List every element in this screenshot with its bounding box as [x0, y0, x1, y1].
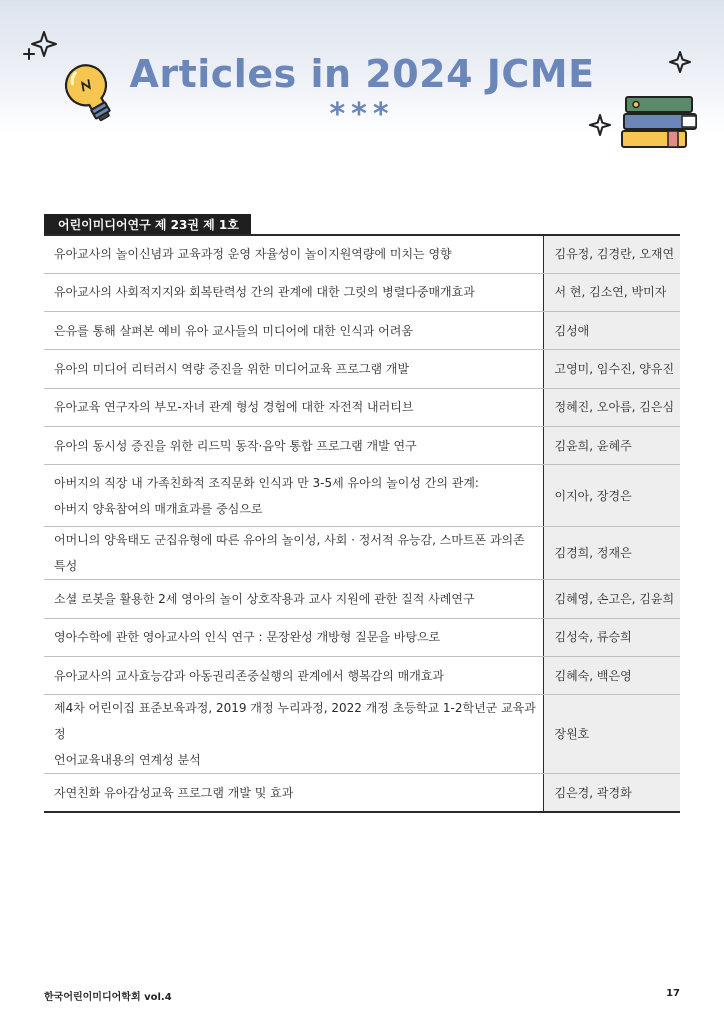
article-title-cell [44, 618, 543, 656]
article-title-line: 유아교육 연구자의 부모-자녀 관계 형성 경험에 대한 자전적 내러티브 [54, 400, 414, 415]
article-authors-cell: 김은경, 곽경화 [543, 774, 680, 812]
article-title-line: 유아의 동시성 증진을 위한 리드믹 동작·음악 통합 프로그램 개발 연구 [54, 438, 417, 453]
page-number: 17 [666, 988, 680, 999]
table-row [44, 235, 680, 273]
article-title-cell [44, 695, 543, 774]
article-title-cell [44, 774, 543, 812]
article-title-line: 유아교사의 교사효능감과 아동권리존중실행의 관계에서 행복감의 매개효과 [54, 668, 445, 683]
article-authors-cell: 고영미, 임수진, 양유진 [543, 350, 680, 388]
table-row [44, 695, 680, 774]
article-title-cell [44, 388, 543, 426]
article-authors-cell: 이지아, 장경은 [543, 465, 680, 527]
footer-publisher: 한국어린이미디어학회 vol.4 [44, 992, 172, 1003]
article-title-line: 유아의 미디어 리터러시 역량 증진을 위한 미디어교육 프로그램 개발 [54, 362, 410, 377]
article-authors-cell: 김혜숙, 백은영 [543, 656, 680, 694]
table-row [44, 580, 680, 618]
issue-label: 어린이미디어연구 제 23권 제 1호 [44, 214, 251, 234]
page-title: Articles in 2024 JCME [129, 52, 595, 96]
table-row [44, 618, 680, 656]
article-authors-cell: 김혜영, 손고은, 김윤희 [543, 580, 680, 618]
article-authors-cell: 김성숙, 류승희 [543, 618, 680, 656]
article-title-line: 영아수학에 관한 영아교사의 인식 연구 : 문장완성 개방형 질문을 바탕으로 [54, 630, 441, 645]
article-title-cell [44, 273, 543, 311]
article-title-line: 아버지의 직장 내 가족친화적 조직문화 인식과 만 3-5세 유아의 놀이성 간의 관계: [54, 475, 479, 490]
article-title-cell [44, 580, 543, 618]
article-authors-cell: 김성애 [543, 312, 680, 350]
article-authors-cell: 서 현, 김소연, 박미자 [543, 273, 680, 311]
table-row [44, 527, 680, 580]
table-row [44, 388, 680, 426]
article-authors-cell: 김유정, 김경란, 오재연 [543, 235, 680, 273]
article-title-cell [44, 235, 543, 273]
article-title-line: 언어교육내용의 연계성 분석 [54, 753, 201, 768]
article-title-cell [44, 465, 543, 527]
table-row [44, 656, 680, 694]
article-title-line: 유아교사의 놀이신념과 교육과정 운영 자율성이 놀이지원역량에 미치는 영향 [54, 247, 452, 262]
table-row [44, 350, 680, 388]
article-authors-cell: 김윤희, 윤혜주 [543, 426, 680, 464]
article-title-line: 아버지 양육참여의 매개효과를 중심으로 [54, 501, 263, 516]
article-authors-cell: 장원호 [543, 695, 680, 774]
article-authors-cell: 정혜진, 오아름, 김은심 [543, 388, 680, 426]
table-row [44, 426, 680, 464]
articles-table [44, 234, 680, 813]
table-row [44, 465, 680, 527]
title-stars-decoration: *** [329, 97, 395, 132]
table-row [44, 312, 680, 350]
article-title-line: 어머니의 양육태도 군집유형에 따른 유아의 놀이성, 사회 · 정서적 유능감, 스마트폰 과의존 특성 [54, 533, 525, 574]
article-title-cell [44, 426, 543, 464]
article-authors-cell: 김경희, 정재은 [543, 527, 680, 580]
article-title-line: 자연친화 유아감성교육 프로그램 개발 및 효과 [54, 785, 294, 800]
table-row [44, 273, 680, 311]
article-title-cell [44, 656, 543, 694]
article-title-cell [44, 350, 543, 388]
article-title-line: 제4차 어린이집 표준보육과정, 2019 개정 누리과정, 2022 개정 초등학교 1-2학년군 교육과정 [54, 701, 536, 742]
article-title-cell [44, 312, 543, 350]
article-title-line: 소셜 로봇을 활용한 2세 영아의 놀이 상호작용과 교사 지원에 관한 질적 사례연구 [54, 591, 475, 606]
article-title-cell [44, 527, 543, 580]
table-row [44, 774, 680, 812]
article-title-line: 유아교사의 사회적지지와 회복탄력성 간의 관계에 대한 그릿의 병렬다중매개효과 [54, 285, 475, 300]
article-title-line: 은유를 통해 살펴본 예비 유아 교사들의 미디어에 대한 인식과 어려움 [54, 323, 413, 338]
